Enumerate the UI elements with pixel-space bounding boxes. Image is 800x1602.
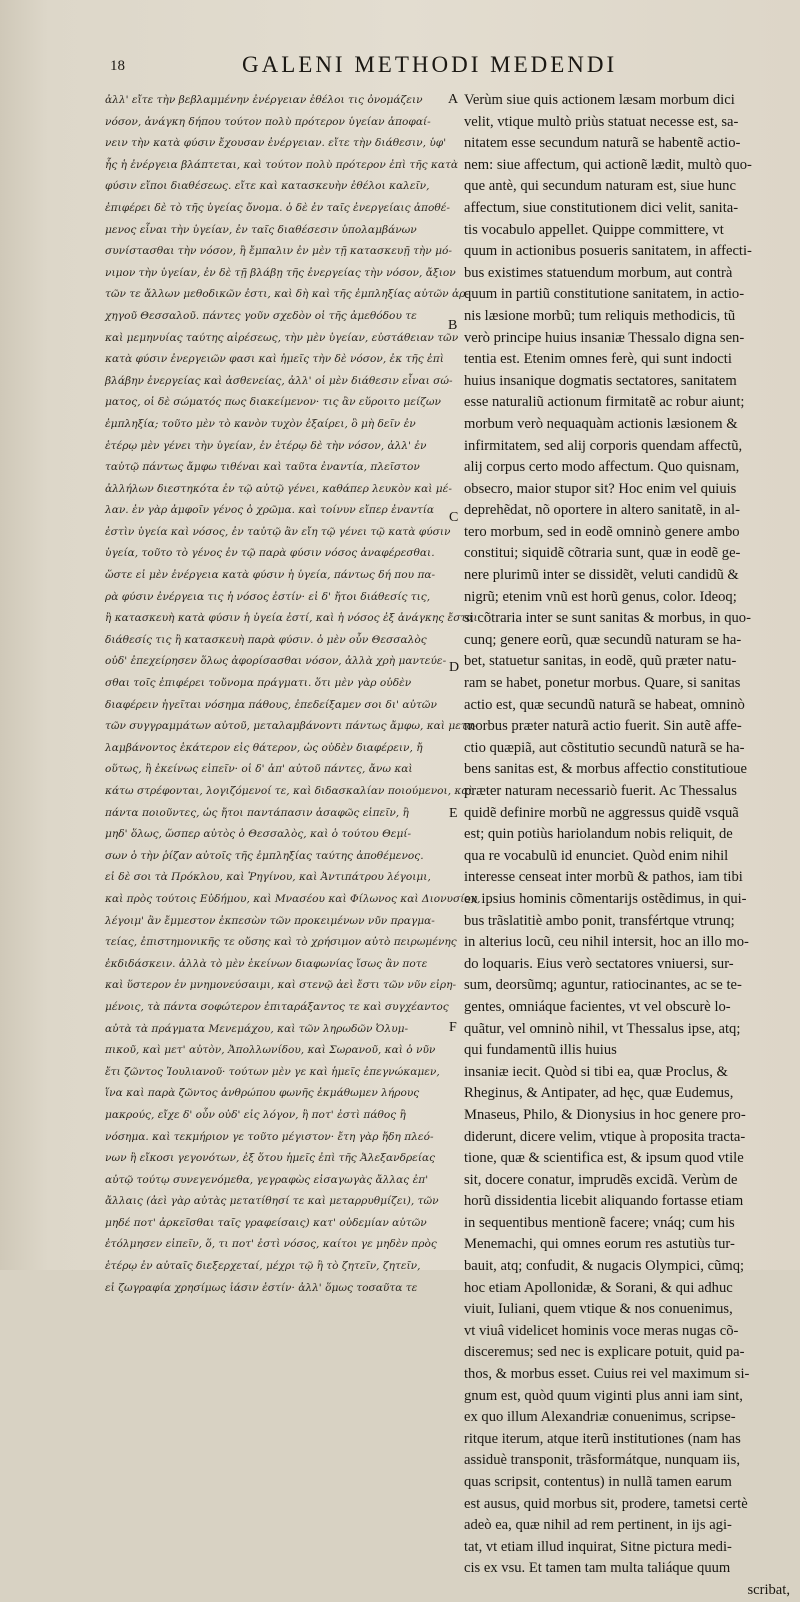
latin-text-line: tis vocabulo appellet. Quippe committere, vt [464, 221, 724, 238]
margin-letter-f: F [449, 1020, 457, 1035]
latin-text-line: ram se habet, ponetur morbus. Quare, si sanitas [464, 675, 741, 692]
greek-text-line: νειν τὴν κατὰ φύσιν ἔχουσαν ἐνέργειαν. εἴτε τὴν διάθεσιν, ὑφ' [105, 137, 447, 150]
greek-text-line: διάθεσίς τις ἢ κατασκευὴ παρὰ φύσιν. ὁ μὲν οὖν Θεσσαλὸς [105, 633, 427, 646]
greek-text-line: οὕτως, ἢ ἐκείνως εἰπεῖν· οἱ δ' ἀπ' αὐτοῦ πάντες, ἄνω καὶ [105, 763, 413, 776]
latin-text-line: verò principe huius insaniæ Thessalo digna sen- [464, 329, 745, 346]
greek-text-line: εἰ ζωγραφία χρησίμως ἰάσιν ἐστίν· ἀλλ' ὅμως τοσαῦτα τε [105, 1281, 418, 1294]
greek-text-line: ἐκδιδάσκειν. ἀλλὰ τὸ μὲν ἐκείνων διαφωνίας ἴσως ἂν ποτε [105, 957, 428, 970]
margin-letter-a: A [448, 92, 459, 107]
latin-text-line: affectum, siue constitutionem dici velit, sanita- [464, 199, 739, 216]
latin-text-line: ex quo illum Alexandriæ conuenimus, scripse- [464, 1409, 736, 1426]
latin-text-line: esse naturaliũ actionum firmitatẽ ac robur aiunt; [464, 394, 745, 411]
greek-text-line: μενος εἶναι τὴν ὑγείαν, ἐν ταῖς διαθέσεσιν ὑπολαμβάνων [105, 223, 417, 236]
latin-text-line: bens sanitas est, & morbus affectio constitutioue [464, 761, 748, 778]
latin-text-line: tat, vt etiam illud inquirat, Sitne pictura medi- [464, 1538, 732, 1555]
latin-text-line: qua re vocabulũ id enunciet. Quòd enim nihil [464, 847, 729, 864]
greek-text-line: ρὰ φύσιν ἐνέργεια τις ἡ νόσος ἐστίν· εἰ δ' ἤτοι διάθεσίς τις, [105, 590, 431, 603]
latin-text-line: Rheginus, & Antipater, ad hęc, quæ Eudemus, [464, 1085, 734, 1102]
latin-text-line: est ausus, quid morbus sit, prodere, tametsi certè [464, 1495, 748, 1512]
greek-text-line: καὶ πρὸς τούτοις Εὐδήμου, καὶ Μνασέου καὶ Φίλωνος καὶ Διονυσίου, [105, 892, 481, 905]
greek-text-line: ἢ κατασκευὴ κατὰ φύσιν ἡ ὑγεία ἐστί, καὶ ἡ νόσος ἐξ ἀνάγκης ἔσται [105, 612, 478, 625]
greek-text-line: συνίστασθαι τὴν νόσον, ἢ ἔμπαλιν ἐν μὲν τῇ κατασκευῇ τὴν μό- [105, 245, 452, 258]
greek-text-line: κάτω στρέφονται, λογιζόμενοί τε, καὶ διδασκαλίαν ποιούμενοι, καὶ [105, 785, 473, 797]
greek-text-line: πάντα ποιοῦντες, ὡς ἤτοι παντάπασιν ἀσαφῶς εἰπεῖν, ἢ [105, 806, 409, 819]
latin-text-line: viuit, Iuliani, quem vtique & nos conuenimus, [464, 1301, 733, 1318]
greek-text-line: λαμβάνοντος ἑκάτερον εἰς θάτερον, ὡς οὐδὲν διαφέρειν, ἤ [105, 741, 423, 754]
latin-text-line: nigrũ; etenim vnũ est horũ genus, color. Ideoq; [464, 588, 737, 605]
greek-text-line: τῶν συγγραμμάτων αὐτοῦ, μεταλαμβάνοντι πάντως ἄμφω, καὶ μετα- [105, 720, 478, 733]
greek-text-line: ὥστε εἰ μὲν ἐνέργεια κατὰ φύσιν ἡ ὑγεία, πάντως δή που πα- [105, 569, 436, 582]
latin-text-line: nitatem esse secundum naturã se habentẽ actio- [464, 135, 741, 152]
greek-text-line: ἀλλ' εἴτε τὴν βεβλαμμένην ἐνέργειαν ἐθέλοι τις ὀνομάζειν [105, 94, 423, 106]
greek-text-line: μακρούς, εἴχε δ' οὖν οὐδ' εἰς λόγον, ἢ ποτ' ἐστὶ πάθος ἢ [105, 1108, 406, 1121]
latin-text-line: cis ex vsu. Et tamen tam multa taliáque quum [464, 1560, 731, 1577]
latin-text-line: quidẽ definire morbũ ne aggressus quidẽ vsquã [464, 804, 739, 821]
greek-text-line: σθαι τοῖς ἐπιφέρει τοὔνομα πράγματι. ὅτι μὲν γὰρ οὐδὲν [105, 677, 412, 690]
greek-text-line: χηγοῦ Θεσσαλοῦ. πάντες γοῦν σχεδὸν οἱ τῆς ἀμεθόδου τε [105, 309, 417, 322]
page-number: 18 [110, 58, 125, 74]
greek-text-line: μηδ' ὅλως, ὥσπερ αὐτὸς ὁ Θεσσαλὸς, καὶ ὁ τούτου Θεμί- [105, 828, 412, 841]
greek-text-line: ἐμπληξία; τοῦτο μὲν τὸ κανὸν τυχὸν ἐξαίρει, ὃ μὴ δεῖν ἐν [105, 417, 416, 430]
latin-text-line: est; quin potiùs hariolandum nobis reliquit, de [464, 826, 733, 843]
latin-text-line: præter naturam necessariò fuerit. Ac Thessalus [464, 783, 737, 799]
latin-text-line: nem: siue affectum, qui actionẽ lædit, multò quo- [464, 156, 752, 173]
greek-text-line: ἐτόλμησεν εἰπεῖν, ὅ, τι ποτ' ἐστὶ νόσος, καίτοι γε μηδὲν πρὸς [105, 1238, 437, 1251]
margin-letter-e: E [449, 806, 458, 821]
latin-text-line: bus trãslatitiè ambo ponit, transfértque vtrunq; [464, 912, 735, 929]
greek-text-line: λέγοιμ' ἂν ἔμμεστον ἐκπεσὼν τῶν προκειμένων νῦν πραγμα- [105, 914, 435, 927]
latin-text-line: actio est, quæ secundũ naturã se habeat, omninò [464, 696, 745, 713]
latin-text-line: obsecro, maior stupor sit? Hoc enim vel quiuis [464, 480, 737, 497]
latin-text-line: Menemachi, qui omnes eorum res astutiùs tur- [464, 1236, 735, 1253]
greek-text-line: σων ὁ τὴν ῥίζαν αὐτοῖς τῆς ἐμπληξίας ταύτης ἀποθέμενος. [105, 849, 424, 862]
latin-text-line: do loquaris. Eius verò sectatores vniuersi, sur- [464, 955, 734, 972]
greek-text-line: ἐστὶν ὑγεία καὶ νόσος, ἐν ταὐτῷ ἂν εἴη τῷ γένει τῷ κατὰ φύσιν [105, 525, 451, 538]
margin-letter-c: C [449, 510, 459, 525]
greek-text-line: ἑτέρῳ ἐν αὐταῖς διεξερχεταί, μέχρι τῷ ἢ τὸ ζητεῖν, ζητεῖν, [105, 1260, 421, 1273]
latin-text-line: ritque iterum, atque iterũ institutiones (nam has [464, 1430, 741, 1447]
latin-text-line: quum in actionibus posueris sanitatem, in affecti- [464, 243, 752, 260]
greek-text-line: μηδέ ποτ' ἀρκεῖσθαι ταῖς γραφείσαις) κατ' οὐδεμίαν αὐτῶν [105, 1216, 427, 1229]
greek-text-line: ματος, οἱ δὲ σώματός πως διακείμενον· τις ἂν εὕροιτο μείζων [105, 396, 441, 409]
greek-text-line: φύσιν εἴποι διαθέσεως. εἴτε καὶ κατασκευὴν ἐθέλοι καλεῖν, [105, 180, 430, 193]
latin-text-line: ctio quæpiã, aut cõstitutio secundũ naturã se ha- [464, 739, 745, 756]
latin-text-line: tero morbum, sed in eodẽ omninò genere ambo [464, 523, 740, 540]
latin-text-line: horũ dissidentia licebit aliquando fortasse etiam [464, 1193, 744, 1210]
greek-text-line: ἑτέρῳ μὲν γένει τὴν ὑγείαν, ἐν ἑτέρῳ δὲ τὴν νόσον, ἀλλ' ἐν [105, 439, 427, 452]
latin-text-line: sum, deorsũmq; aguntur, ratiocinantes, ac se te- [464, 977, 742, 994]
latin-text-line: nere plurimũ inter se dissidẽt, veluti candidũ & [464, 567, 739, 584]
latin-text-line: si cõtraria inter se sunt sanitas & morbus, in quo- [464, 610, 751, 627]
latin-text-line: in sequentibus mentionẽ facere; vnáq; cum his [464, 1214, 735, 1231]
latin-text-line: bet, statuetur sanitas, in eodẽ, quũ præter natu- [464, 653, 737, 670]
latin-text-line: Verùm siue quis actionem læsam morbum dici [464, 92, 735, 108]
latin-text-line: interesse censeat inter morbũ & pathos, iam tibi [464, 869, 743, 886]
greek-text-line: εἰ δὲ σοι τὰ Πρόκλου, καὶ Ῥηγίνου, καὶ Ἀντιπάτρου λέγοιμι, [105, 871, 431, 884]
latin-text-line: gnum est, quòd quum viginti plus anni iam sint, [464, 1387, 743, 1404]
greek-text-line: πικοῦ, καὶ μετ' αὐτὸν, Ἀπολλωνίδου, καὶ Σωρανοῦ, καὶ ὁ νῦν [105, 1044, 436, 1057]
greek-text-line: αὐτῷ τούτῳ συνεγενόμεθα, γεγραφὼς εἰσαγωγὰς ἄλλας ἐπ' [105, 1173, 429, 1186]
margin-letter-d: D [449, 660, 460, 675]
latin-text-line: deprehẽdat, nõ oportere in altero sanitatẽ, in al- [464, 502, 740, 519]
latin-text-line: alij corpus certo modo affectum. Quo quisnam, [464, 459, 740, 476]
greek-text-line: ἀλλήλων διεστηκότα ἐν τῷ αὐτῷ γένει, καθάπερ λευκὸν καὶ μέ- [105, 482, 452, 495]
greek-text-line: ἔτι ζῶντος Ἰουλιανοῦ· τούτων μὲν γε καὶ ἡμεῖς ἐπεγνώκαμεν, [105, 1065, 440, 1078]
latin-text-line: que antè, qui secundum naturam est, siue hunc [464, 178, 736, 195]
greek-text-line: κατὰ φύσιν ἐνεργειῶν φασι καὶ ἡμεῖς τὴν δὲ νόσον, ἐκ τῆς ἐπὶ [105, 353, 444, 366]
page-header [100, 52, 790, 84]
latin-text-line: huius insanique dogmatis sectatores, sanitatem [464, 372, 737, 389]
greek-text-line: τῶν τε ἄλλων μεθοδικῶν ἐστι, καὶ δὴ καὶ τῆς ἐμπληξίας αὐτῶν ἀρ- [105, 288, 469, 301]
latin-text-line: tione, quæ & scientifica est, & ipsum quod vtile [464, 1150, 744, 1167]
latin-text-line: Mnaseus, Philo, & Dionysius in hoc genere pro- [464, 1106, 746, 1123]
latin-text-line: scribat, [747, 1581, 790, 1598]
latin-text-line: ex ipsius hominis cõmentarijs ostẽdimus, in qui- [464, 890, 747, 907]
latin-text-line: diderunt, dicere velim, vtique à proposita tracta- [464, 1128, 746, 1145]
latin-text-line: adeò ea, quæ nihil ad rem pertinent, in ijs agi- [464, 1517, 732, 1534]
greek-text-line: αὐτὰ τὰ πράγματα Μενεμάχου, καὶ τῶν ληρωδῶν Ὀλυμ- [105, 1022, 409, 1035]
latin-text-line: disceremus; sed nec is explicare potuit, quid pa- [464, 1344, 745, 1361]
latin-text-line: quum in partiũ constitutione sanitatem, in actio- [464, 286, 745, 303]
latin-text-line: tentia est. Etenim omnes ferè, qui sunt indocti [464, 351, 732, 368]
greek-text-line: καὶ ὕστερον ἐν μνημονεύσαιμι, καὶ στενῷ ἀεὶ ἔστι τῶν νῦν εἰρη- [105, 979, 457, 992]
latin-text-line: morbum verò nequaquàm actionis læsionem & [464, 415, 738, 432]
greek-text-line: νόσον, ἀνάγκη δήπου τούτον πολὺ πρότερον ὑγείαν ἀποφαί- [105, 115, 431, 128]
latin-text-line: thos, & morbus esset. Cuius rei vel maximum si- [464, 1366, 750, 1383]
latin-text-line: vt viuâ videlicet hominis voce meras nugas cõ- [464, 1322, 739, 1339]
greek-text-line: διαφέρειν ἡγεῖται νόσημα πάθους, ἐπεδείξαμεν σοι δι' αὐτῶν [105, 698, 437, 711]
running-title: GALENI METHODI MEDENDI [242, 52, 618, 77]
latin-text-line: quas scripsit, contentus) in nullã tamen earum [464, 1474, 732, 1490]
greek-text-line: ἧς ἡ ἐνέργεια βλάπτεται, καὶ τούτον πολὺ πρότερον ἐπὶ τῆς κατὰ [105, 158, 459, 171]
latin-text-line: constitui; siquidẽ cõtraria sunt, quæ in eodẽ ge- [464, 545, 741, 562]
greek-text-line: λαν. ἐν γὰρ ἀμφοῖν γένος ὁ χρῶμα. καὶ τοίνυν εἴπερ ἐναντία [105, 504, 435, 517]
latin-text-line: insaniæ iecit. Quòd si tibi ea, quæ Proclus, & [464, 1063, 728, 1080]
latin-text-line: quãtur, vel omninò nihil, vt Thessalus ipse, atq; [464, 1020, 741, 1037]
greek-text-line: τείας, ἐπιστημονικῆς τε οὔσης καὶ τὸ χρήσιμον αὐτὸ πειρωμένης [105, 936, 457, 949]
latin-text-line: assiduè transponit, trãsformátque, nunquam iis, [464, 1452, 741, 1469]
greek-text-line: ταὐτῷ πάντως ἄμφω τιθέναι καὶ ταῦτα ἐναντία, πλεῖστον [105, 461, 420, 474]
latin-text-line: infirmitatem, sed alij corporis quendam affectũ, [464, 437, 743, 454]
greek-text-line: καὶ μεμηνυίας ταύτης αἱρέσεως, τὴν μὲν ὑγείαν, εὐστάθειαν τῶν [105, 331, 459, 344]
latin-text-column [464, 90, 790, 1602]
greek-text-line: ἵνα καὶ παρὰ ζῶντος ἀνθρώπου φωνῆς ἐκμάθωμεν λήρους [105, 1087, 420, 1100]
latin-text-line: in alterius locũ, ceu nihil intersit, hoc an illo mo- [464, 934, 749, 951]
latin-text-line: bus existimes statuendum morbum, aut contrà [464, 264, 733, 281]
margin-letter-b: B [448, 318, 458, 333]
greek-text-line: ὑγεία, τοῦτο τὸ γένος ἐν τῷ παρὰ φύσιν νόσος ἀναφέρεσθαι. [105, 547, 435, 560]
greek-text-column [105, 90, 481, 1299]
latin-text-line: qui fundamentũ illis huius [464, 1042, 617, 1059]
latin-text-line: hoc etiam Apollonidæ, & Sorani, & qui adhuc [464, 1279, 733, 1296]
greek-text-line: νόσημα. καὶ τεκμήριον γε τοῦτο μέγιστον· ἔτη γὰρ ἤδη πλεό- [105, 1130, 434, 1143]
latin-text-line: cunq; genere eorũ, quæ secundũ naturam se ha- [464, 631, 742, 648]
latin-text-line: sit, docere conatur, imprudẽs excidã. Verùm de [464, 1171, 738, 1188]
greek-text-line: οὐδ' ἐπεχείρησεν ὅλως ἀφορίσασθαι νόσον, ἀλλὰ χρὴ μαντεύε- [105, 655, 447, 668]
latin-text-line: morbus præter naturã actio fuerit. Sin autẽ affe- [464, 718, 742, 735]
greek-text-line: μένοις, τὰ πάντα σοφώτερον ἐπιταράξαντος τε καὶ συγχέαντος [105, 1000, 449, 1013]
latin-text-line: nis læsione morbũ; tum reliquis methodicis, tũ [464, 307, 736, 324]
latin-text-line: gentes, omniáque facientes, vt vel obscurè lo- [464, 998, 731, 1015]
greek-text-line: ἐπιφέρει δὲ τὸ τῆς ὑγείας ὄνομα. ὁ δὲ ἐν ταῖς ἐνεργείαις ἀποθέ- [105, 201, 451, 214]
greek-text-line: βλάβην ἐνεργείας καὶ ἀσθενείας, ἀλλ' οἱ μὲν διάθεσιν εἶναι σώ- [105, 374, 453, 387]
latin-text-line: bauit, atq; confudit, & nugacis Olympici, cũmq; [464, 1258, 745, 1275]
latin-text-line: velit, vtique multò priùs statuat necesse est, sa- [464, 113, 739, 130]
greek-text-line: νιμον τὴν ὑγείαν, ἐν δὲ τῇ βλάβῃ τῆς ἐνεργείας τὴν νόσον, ἄξιον [105, 266, 456, 279]
greek-text-line: ἄλλαις (ἀεὶ γὰρ αὐτὰς μετατίθησί τε καὶ μεταρρυθμίζει), τῶν [105, 1195, 439, 1208]
greek-text-line: νων ἢ εἴκοσι γεγονότων, ἐξ ὅτου ἡμεῖς ἐπὶ τῆς Ἀλεξανδρείας [105, 1152, 436, 1165]
